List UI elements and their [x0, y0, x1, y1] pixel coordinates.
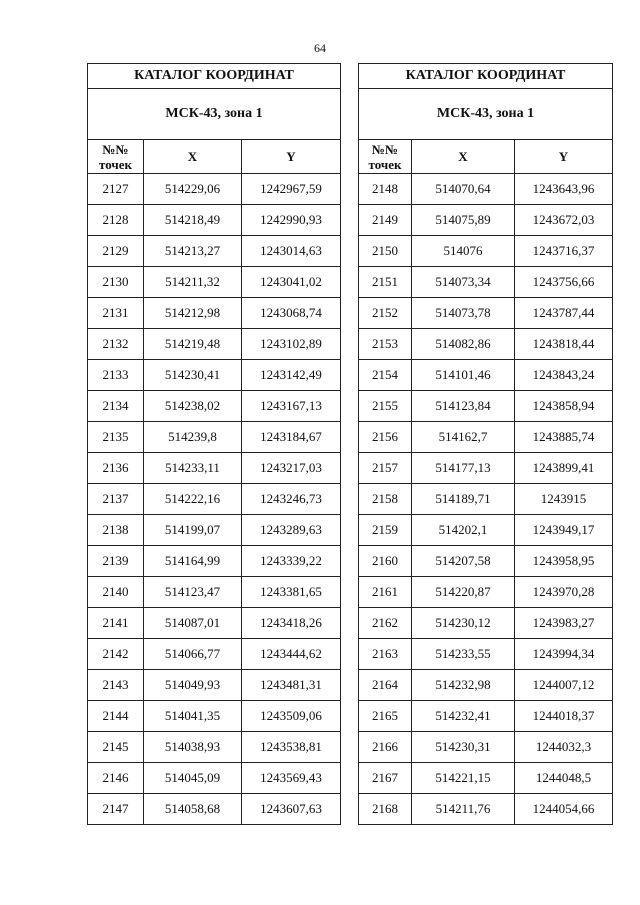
y-coordinate-cell: 1243217,03	[242, 453, 341, 484]
table-row	[88, 267, 341, 298]
point-number-cell: 2139	[88, 546, 144, 577]
point-number-cell: 2157	[359, 453, 412, 484]
x-coordinate-cell: 514076	[412, 236, 515, 267]
x-coordinate-cell: 514218,49	[144, 205, 242, 236]
table-row	[88, 453, 341, 484]
x-coordinate-cell: 514221,15	[412, 763, 515, 794]
x-coordinate-cell: 514230,31	[412, 732, 515, 763]
point-number-cell: 2149	[359, 205, 412, 236]
y-coordinate-cell: 1243184,67	[242, 422, 341, 453]
x-coordinate-cell: 514070,64	[412, 174, 515, 205]
catalog-subtitle: МСК-43, зона 1	[359, 89, 613, 140]
column-header-x: X	[144, 140, 242, 174]
point-number-cell: 2162	[359, 608, 412, 639]
point-number-cell: 2152	[359, 298, 412, 329]
point-number-cell: 2159	[359, 515, 412, 546]
y-coordinate-cell: 1244018,37	[515, 701, 613, 732]
table-row	[88, 763, 341, 794]
y-coordinate-cell: 1243643,96	[515, 174, 613, 205]
y-coordinate-cell: 1243102,89	[242, 329, 341, 360]
table-row	[88, 391, 341, 422]
column-header-point-number: №№ точек	[88, 140, 144, 174]
point-number-cell: 2160	[359, 546, 412, 577]
x-coordinate-cell: 514082,86	[412, 329, 515, 360]
y-coordinate-cell: 1242990,93	[242, 205, 341, 236]
point-number-cell: 2132	[88, 329, 144, 360]
point-number-cell: 2138	[88, 515, 144, 546]
point-number-cell: 2150	[359, 236, 412, 267]
y-coordinate-cell: 1243994,34	[515, 639, 613, 670]
x-coordinate-cell: 514211,76	[412, 794, 515, 825]
point-number-cell: 2147	[88, 794, 144, 825]
x-coordinate-cell: 514073,78	[412, 298, 515, 329]
point-number-cell: 2155	[359, 391, 412, 422]
catalog-subtitle: МСК-43, зона 1	[88, 89, 341, 140]
y-coordinate-cell: 1243787,44	[515, 298, 613, 329]
table-row	[359, 670, 613, 701]
x-coordinate-cell: 514222,16	[144, 484, 242, 515]
column-header-x: X	[412, 140, 515, 174]
table-row	[88, 174, 341, 205]
table-row	[88, 515, 341, 546]
x-coordinate-cell: 514207,58	[412, 546, 515, 577]
y-coordinate-cell: 1243167,13	[242, 391, 341, 422]
point-number-cell: 2142	[88, 639, 144, 670]
table-row	[88, 236, 341, 267]
table-row	[88, 794, 341, 825]
table-row	[88, 329, 341, 360]
point-number-cell: 2128	[88, 205, 144, 236]
catalog-title: КАТАЛОГ КООРДИНАТ	[359, 64, 613, 89]
x-coordinate-cell: 514038,93	[144, 732, 242, 763]
table-row	[359, 298, 613, 329]
point-number-cell: 2127	[88, 174, 144, 205]
x-coordinate-cell: 514058,68	[144, 794, 242, 825]
point-number-cell: 2135	[88, 422, 144, 453]
coordinate-catalog-right	[358, 63, 613, 825]
table-row	[359, 639, 613, 670]
y-coordinate-cell: 1243444,62	[242, 639, 341, 670]
y-coordinate-cell: 1244048,5	[515, 763, 613, 794]
x-coordinate-cell: 514232,41	[412, 701, 515, 732]
table-row	[359, 608, 613, 639]
y-coordinate-cell: 1243899,41	[515, 453, 613, 484]
table-row	[88, 205, 341, 236]
table-row	[359, 763, 613, 794]
x-coordinate-cell: 514073,34	[412, 267, 515, 298]
x-coordinate-cell: 514087,01	[144, 608, 242, 639]
point-number-cell: 2143	[88, 670, 144, 701]
point-number-cell: 2154	[359, 360, 412, 391]
y-coordinate-cell: 1243142,49	[242, 360, 341, 391]
point-number-cell: 2148	[359, 174, 412, 205]
y-coordinate-cell: 1243246,73	[242, 484, 341, 515]
table-row	[359, 422, 613, 453]
x-coordinate-cell: 514233,11	[144, 453, 242, 484]
x-coordinate-cell: 514230,12	[412, 608, 515, 639]
y-coordinate-cell: 1243481,31	[242, 670, 341, 701]
point-number-cell: 2130	[88, 267, 144, 298]
y-coordinate-cell: 1243756,66	[515, 267, 613, 298]
x-coordinate-cell: 514045,09	[144, 763, 242, 794]
x-coordinate-cell: 514233,55	[412, 639, 515, 670]
table-row	[359, 515, 613, 546]
x-coordinate-cell: 514232,98	[412, 670, 515, 701]
table-row	[359, 236, 613, 267]
y-coordinate-cell: 1243339,22	[242, 546, 341, 577]
x-coordinate-cell: 514164,99	[144, 546, 242, 577]
y-coordinate-cell: 1243843,24	[515, 360, 613, 391]
y-coordinate-cell: 1243983,27	[515, 608, 613, 639]
point-number-cell: 2163	[359, 639, 412, 670]
table-row	[359, 329, 613, 360]
coordinate-catalog-left	[87, 63, 341, 825]
point-number-cell: 2137	[88, 484, 144, 515]
x-coordinate-cell: 514123,47	[144, 577, 242, 608]
y-coordinate-cell: 1243041,02	[242, 267, 341, 298]
y-coordinate-cell: 1243915	[515, 484, 613, 515]
x-coordinate-cell: 514202,1	[412, 515, 515, 546]
point-number-cell: 2129	[88, 236, 144, 267]
table-row	[359, 453, 613, 484]
table-row	[359, 174, 613, 205]
column-header-point-number: №№ точек	[359, 140, 412, 174]
y-coordinate-cell: 1243538,81	[242, 732, 341, 763]
point-number-cell: 2133	[88, 360, 144, 391]
point-number-cell: 2146	[88, 763, 144, 794]
x-coordinate-cell: 514162,7	[412, 422, 515, 453]
y-coordinate-cell: 1243970,28	[515, 577, 613, 608]
point-number-cell: 2140	[88, 577, 144, 608]
x-coordinate-cell: 514041,35	[144, 701, 242, 732]
y-coordinate-cell: 1243885,74	[515, 422, 613, 453]
y-coordinate-cell: 1243958,95	[515, 546, 613, 577]
table-row	[359, 794, 613, 825]
y-coordinate-cell: 1243858,94	[515, 391, 613, 422]
x-coordinate-cell: 514213,27	[144, 236, 242, 267]
table-row	[359, 732, 613, 763]
point-number-cell: 2168	[359, 794, 412, 825]
point-number-cell: 2156	[359, 422, 412, 453]
x-coordinate-cell: 514101,46	[412, 360, 515, 391]
table-row	[88, 701, 341, 732]
point-number-cell: 2153	[359, 329, 412, 360]
point-number-cell: 2165	[359, 701, 412, 732]
y-coordinate-cell: 1244032,3	[515, 732, 613, 763]
table-row	[359, 391, 613, 422]
x-coordinate-cell: 514199,07	[144, 515, 242, 546]
x-coordinate-cell: 514229,06	[144, 174, 242, 205]
y-coordinate-cell: 1243949,17	[515, 515, 613, 546]
x-coordinate-cell: 514075,89	[412, 205, 515, 236]
table-row	[88, 422, 341, 453]
point-number-cell: 2141	[88, 608, 144, 639]
x-coordinate-cell: 514239,8	[144, 422, 242, 453]
table-row	[359, 360, 613, 391]
x-coordinate-cell: 514230,41	[144, 360, 242, 391]
point-number-cell: 2167	[359, 763, 412, 794]
y-coordinate-cell: 1244007,12	[515, 670, 613, 701]
table-row	[88, 608, 341, 639]
point-number-cell: 2151	[359, 267, 412, 298]
point-number-cell: 2134	[88, 391, 144, 422]
catalog-title: КАТАЛОГ КООРДИНАТ	[88, 64, 341, 89]
table-row	[88, 360, 341, 391]
x-coordinate-cell: 514189,71	[412, 484, 515, 515]
x-coordinate-cell: 514066,77	[144, 639, 242, 670]
table-row	[359, 205, 613, 236]
y-coordinate-cell: 1243068,74	[242, 298, 341, 329]
x-coordinate-cell: 514211,32	[144, 267, 242, 298]
table-row	[88, 298, 341, 329]
point-number-cell: 2144	[88, 701, 144, 732]
x-coordinate-cell: 514177,13	[412, 453, 515, 484]
table-row	[88, 546, 341, 577]
y-coordinate-cell: 1243716,37	[515, 236, 613, 267]
point-number-cell: 2136	[88, 453, 144, 484]
table-row	[88, 732, 341, 763]
table-row	[88, 670, 341, 701]
point-number-cell: 2131	[88, 298, 144, 329]
table-row	[359, 546, 613, 577]
x-coordinate-cell: 514123,84	[412, 391, 515, 422]
x-coordinate-cell: 514049,93	[144, 670, 242, 701]
point-number-cell: 2145	[88, 732, 144, 763]
point-number-cell: 2161	[359, 577, 412, 608]
column-header-y: Y	[515, 140, 613, 174]
point-number-cell: 2164	[359, 670, 412, 701]
table-row	[359, 701, 613, 732]
column-header-y: Y	[242, 140, 341, 174]
table-row	[88, 577, 341, 608]
table-row	[359, 577, 613, 608]
table-row	[88, 484, 341, 515]
table-row	[88, 639, 341, 670]
y-coordinate-cell: 1243509,06	[242, 701, 341, 732]
y-coordinate-cell: 1243014,63	[242, 236, 341, 267]
y-coordinate-cell: 1242967,59	[242, 174, 341, 205]
table-row	[359, 267, 613, 298]
point-number-cell: 2158	[359, 484, 412, 515]
x-coordinate-cell: 514219,48	[144, 329, 242, 360]
page-number: 64	[314, 41, 326, 55]
y-coordinate-cell: 1244054,66	[515, 794, 613, 825]
y-coordinate-cell: 1243418,26	[242, 608, 341, 639]
y-coordinate-cell: 1243569,43	[242, 763, 341, 794]
y-coordinate-cell: 1243672,03	[515, 205, 613, 236]
y-coordinate-cell: 1243818,44	[515, 329, 613, 360]
y-coordinate-cell: 1243381,65	[242, 577, 341, 608]
x-coordinate-cell: 514220,87	[412, 577, 515, 608]
table-row	[359, 484, 613, 515]
y-coordinate-cell: 1243289,63	[242, 515, 341, 546]
point-number-cell: 2166	[359, 732, 412, 763]
x-coordinate-cell: 514238,02	[144, 391, 242, 422]
y-coordinate-cell: 1243607,63	[242, 794, 341, 825]
x-coordinate-cell: 514212,98	[144, 298, 242, 329]
